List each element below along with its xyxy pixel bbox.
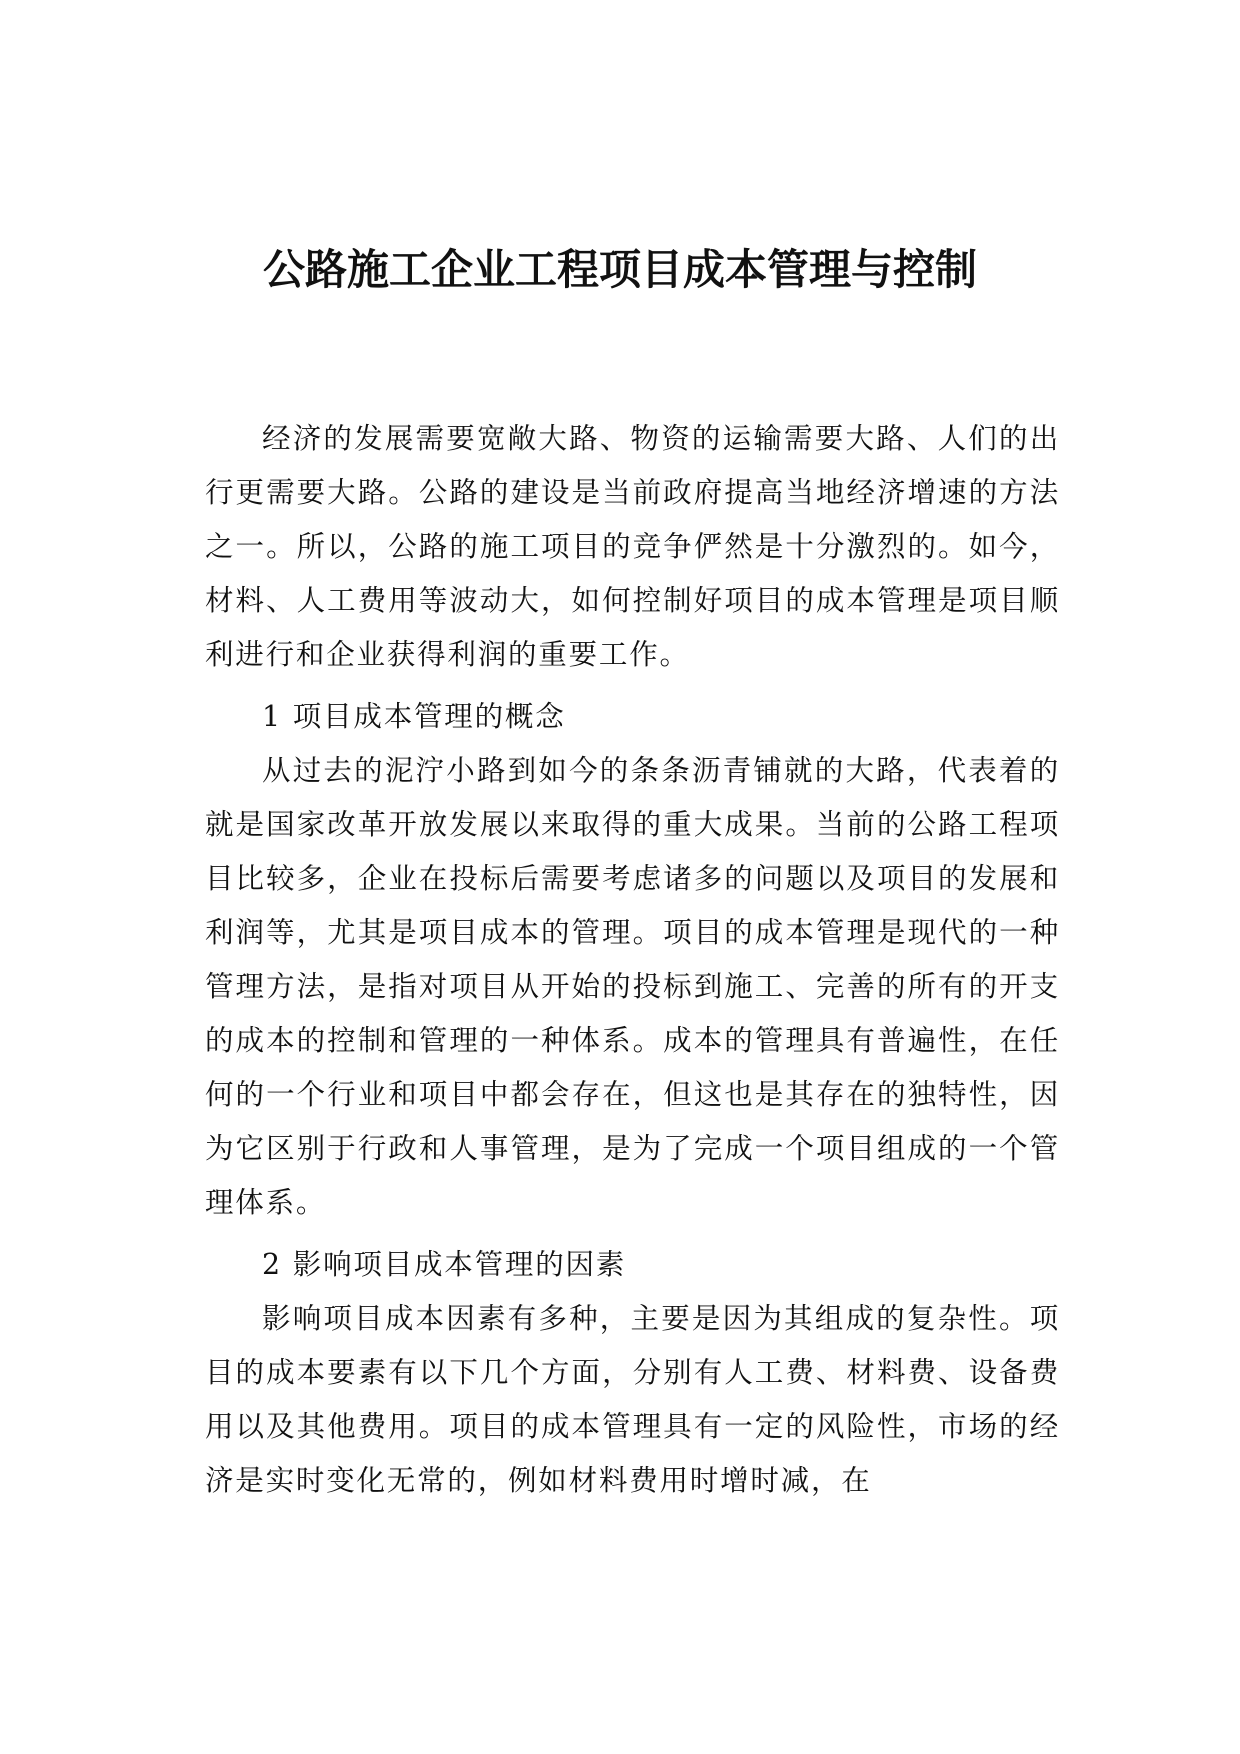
document-body <box>205 412 1060 1508</box>
paragraph-intro: 经济的发展需要宽敞大路、物资的运输需要大路、人们的出行更需要大路。公路的建设是当前政府提高当地经济增速的方法之一。所以，公路的施工项目的竞争俨然是十分激烈的。如今，材料、人工费用等波动大，如何控制好项目的成本管理是项目顺利进行和企业获得利润的重要工作。 <box>205 422 1060 671</box>
paragraph-section-1: 从过去的泥泞小路到如今的条条沥青铺就的大路，代表着的就是国家改革开放发展以来取得的重大成果。当前的公路工程项目比较多，企业在投标后需要考虑诸多的问题以及项目的发展和利润等，尤其是项目成本的管理。项目的成本管理是现代的一种管理方法，是指对项目从开始的投标到施工、完善的所有的开支的成本的控制和管理的一种体系。成本的管理具有普遍性，在任何的一个行业和项目中都会存在，但这也是其存在的独特性，因为它区别于行政和人事管理，是为了完成一个项目组成的一个管理体系。 <box>205 754 1060 1219</box>
paragraph-section-2: 影响项目成本因素有多种，主要是因为其组成的复杂性。项目的成本要素有以下几个方面，分别有人工费、材料费、设备费用以及其他费用。项目的成本管理具有一定的风险性，市场的经济是实时变化无常的，例如材料费用时增时减，在 <box>205 1302 1060 1497</box>
section-heading-1: 1 项目成本管理的概念 <box>262 700 566 733</box>
section-heading-2: 2 影响项目成本管理的因素 <box>262 1248 627 1281</box>
document-title: 公路施工企业工程项目成本管理与控制 <box>262 245 977 294</box>
